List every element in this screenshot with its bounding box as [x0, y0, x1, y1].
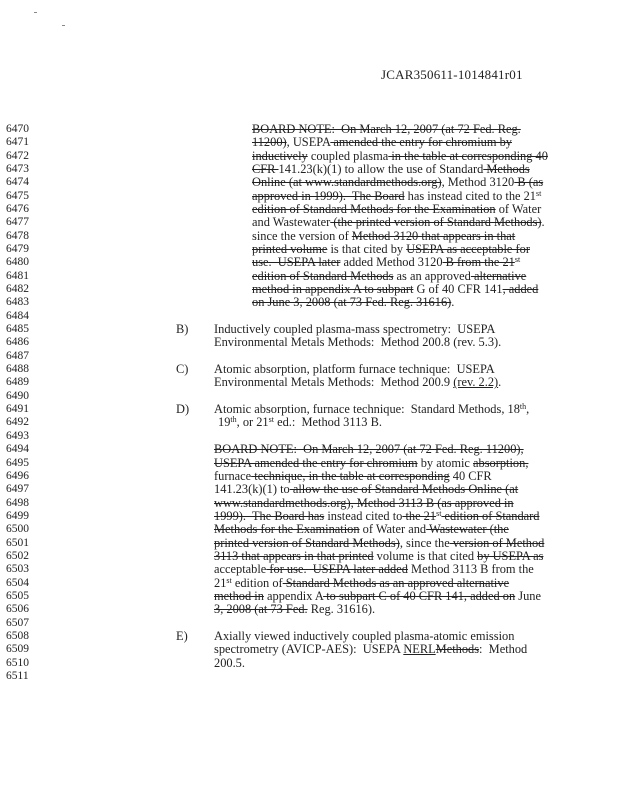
text-segment: : Method	[479, 642, 528, 657]
list-item-label: B)	[176, 322, 189, 337]
scan-mark	[34, 12, 37, 13]
text-segment: acceptable	[214, 562, 267, 577]
text-line	[214, 483, 518, 496]
text-segment: 21	[214, 575, 227, 590]
struck-text: Methods	[483, 162, 530, 177]
text-segment: as an approved	[393, 268, 471, 283]
text-segment: Method 3113 B from the	[407, 562, 534, 577]
line-number: 6488	[6, 363, 29, 376]
text-line	[252, 190, 541, 203]
superscript: st	[514, 255, 521, 265]
text-line	[252, 163, 530, 176]
struck-text: approved in 1999). The Board	[252, 188, 405, 203]
text-line	[214, 657, 245, 670]
text-segment: since	[252, 228, 278, 243]
line-number: 6499	[6, 509, 29, 522]
text-line	[252, 296, 454, 309]
text-line	[252, 230, 515, 243]
line-number: 6487	[6, 349, 29, 362]
text-segment: coupled plasma	[307, 148, 389, 163]
text-segment: , Method 3120	[441, 175, 515, 190]
document-id-header: JCAR350611-1014841r01	[381, 67, 523, 82]
line-number: 6497	[6, 483, 29, 496]
struck-text: alternative	[470, 268, 527, 283]
line-number: 6485	[6, 323, 29, 336]
text-segment: furnace	[214, 468, 252, 483]
text-line	[214, 443, 524, 456]
line-number: 6473	[6, 163, 29, 176]
struck-text: 3, 2008 (at 73 Fed.	[214, 602, 308, 617]
inserted-text: NERL	[403, 642, 436, 657]
struck-text: edition of Standard Methods	[252, 268, 394, 283]
line-number: 6509	[6, 643, 29, 656]
text-line	[214, 603, 375, 616]
text-line	[214, 336, 501, 349]
text-line	[252, 150, 548, 163]
line-number: 6506	[6, 603, 29, 616]
superscript: th	[519, 402, 527, 412]
struck-text: Methods for the Examination	[214, 522, 360, 537]
text-line	[252, 283, 538, 296]
struck-text: edition of Standard Methods for the Examination	[252, 202, 496, 217]
struck-text: www.standardmethods.org), Method 3113 B (as approved in	[214, 495, 514, 510]
line-number: 6495	[6, 456, 29, 469]
text-segment: 40 CFR	[449, 468, 492, 483]
line-number: 6492	[6, 416, 29, 429]
text-line	[214, 563, 534, 576]
struck-text: version of Method	[449, 535, 545, 550]
scan-mark	[62, 25, 65, 26]
struck-text: on June 3, 2008 (at 73 Fed. Reg. 31616)	[252, 295, 452, 310]
text-segment: , USEPA	[286, 135, 331, 150]
text-segment: 141.23(k)(1) to	[214, 482, 290, 497]
struck-text: 11200)	[252, 135, 287, 150]
text-segment: ed.: Method 3113 B.	[273, 415, 382, 430]
text-segment: Environmental Metals Methods: Method 200.9	[214, 375, 454, 390]
line-number: 6489	[6, 376, 29, 389]
line-number: 6508	[6, 629, 29, 642]
text-segment: , or 21	[236, 415, 269, 430]
struck-text: BOARD NOTE: On March 12, 2007 (at 72 Fed. Reg. 11200),	[214, 442, 524, 457]
text-segment: instead cited to	[324, 508, 403, 523]
line-number: 6494	[6, 443, 29, 456]
text-line	[214, 523, 509, 536]
line-number: 6476	[6, 203, 29, 216]
line-number: 6482	[6, 283, 29, 296]
line-number: 6483	[6, 296, 29, 309]
line-number: 6490	[6, 389, 29, 402]
struck-text: inductively	[252, 148, 308, 163]
line-number: 6491	[6, 403, 29, 416]
text-line	[214, 323, 495, 336]
line-number: 6493	[6, 429, 29, 442]
line-number: 6478	[6, 229, 29, 242]
text-line	[214, 403, 529, 416]
struck-text: Standard Methods as an approved alternative	[282, 575, 510, 590]
struck-text: allow the use of Standard Methods Online (at	[289, 482, 519, 497]
text-line	[214, 510, 540, 523]
struck-text: Method 3120 that appears in that	[351, 228, 516, 243]
text-segment: of Water and	[359, 522, 427, 537]
text-segment: 141.23(k)(1) to allow the use of Standard	[278, 162, 484, 177]
text-segment: .	[451, 295, 455, 310]
text-segment: has instead cited to the 21	[404, 188, 537, 203]
text-segment: 200.5.	[214, 655, 245, 670]
text-line	[214, 363, 495, 376]
superscript: th	[230, 415, 237, 425]
struck-text: Wastewater (the	[426, 522, 509, 537]
struck-text: printed version of Standard Methods)	[214, 535, 400, 550]
superscript: st	[536, 188, 542, 198]
text-line	[214, 630, 514, 643]
line-number: 6471	[6, 136, 29, 149]
struck-text: method in appendix A to subpart	[252, 282, 414, 297]
line-number: 6472	[6, 149, 29, 162]
text-segment: Atomic absorption, platform furnace technique: USEPA	[214, 362, 495, 377]
text-line	[214, 470, 492, 483]
text-line	[252, 270, 526, 283]
struck-text: USEPA as acceptable for	[406, 242, 530, 257]
text-segment: .	[498, 375, 502, 390]
struck-text: Online (at www.standardmethods.org)	[252, 175, 442, 190]
text-segment: edition of	[231, 575, 283, 590]
struck-text: Methods	[435, 642, 480, 657]
list-item-label: E)	[176, 628, 188, 643]
text-line	[214, 457, 528, 470]
line-number: 6480	[6, 256, 29, 269]
text-segment: Atomic absorption, furnace technique: Standard Methods, 18	[214, 402, 520, 417]
text-line	[252, 216, 545, 229]
line-number: 6481	[6, 269, 29, 282]
text-segment: Method 200.8 (rev. 5.3).	[374, 335, 502, 350]
text-segment: added Method 3120	[340, 255, 443, 270]
struck-text: edition of Standard	[441, 508, 540, 523]
struck-text: CFR	[252, 162, 279, 177]
text-line	[214, 577, 509, 590]
text-segment: and Wastewater	[252, 215, 331, 230]
text-segment: 19	[218, 415, 231, 430]
text-segment: :	[370, 335, 375, 350]
line-number: 6496	[6, 469, 29, 482]
list-item-label: D)	[176, 402, 190, 417]
line-number: 6503	[6, 563, 29, 576]
superscript: st	[268, 415, 274, 425]
text-segment: appendix A	[263, 588, 324, 603]
line-number: 6504	[6, 576, 29, 589]
line-number: 6501	[6, 536, 29, 549]
line-number: 6507	[6, 616, 29, 629]
superscript: st	[436, 508, 442, 518]
text-segment: ,	[526, 402, 530, 417]
struck-text: printed volume	[252, 242, 328, 257]
struck-text: (the printed version of Standard Methods)	[330, 215, 542, 230]
text-segment: Axially viewed inductively coupled plasma-atomic emission	[214, 628, 515, 643]
text-segment: volume is that cited	[373, 548, 478, 563]
line-number: 6510	[6, 656, 29, 669]
struck-text: 1999). The Board has	[214, 508, 325, 523]
struck-text: use. USEPA later	[252, 255, 341, 270]
inserted-text: (rev. 2.2)	[453, 375, 499, 390]
struck-text: USEPA amended the entry for chromium	[214, 455, 418, 470]
struck-text: 3113 that appears in that printed	[214, 548, 374, 563]
superscript: st	[226, 575, 232, 585]
struck-text: for use. USEPA later added	[266, 562, 408, 577]
line-number: 6474	[6, 176, 29, 189]
text-line	[252, 203, 541, 216]
line-number: 6477	[6, 216, 29, 229]
struck-text: the 21	[402, 508, 437, 523]
text-segment: by atomic	[417, 455, 474, 470]
text-line	[218, 416, 382, 429]
line-number: 6479	[6, 243, 29, 256]
text-line	[214, 497, 514, 510]
struck-text: to subpart C of 40 CFR 141, added on	[323, 588, 516, 603]
struck-text: B (as	[514, 175, 544, 190]
struck-text: amended the entry for chromium by	[330, 135, 512, 150]
line-number: 6511	[6, 669, 29, 682]
struck-text: BOARD NOTE: On March 12, 2007 (at 72 Fed. Reg.	[252, 122, 521, 136]
line-number: 6486	[6, 336, 29, 349]
struck-text: absorption,	[473, 455, 529, 470]
text-line	[214, 643, 527, 656]
text-segment: spectrometry (AVICP-AES): USEPA	[214, 642, 404, 657]
text-line	[214, 376, 501, 389]
line-number: 6505	[6, 589, 29, 602]
text-line	[252, 243, 530, 256]
text-line	[252, 176, 543, 189]
line-number: 6498	[6, 496, 29, 509]
text-segment: June	[515, 588, 541, 603]
line-number: 6484	[6, 309, 29, 322]
text-segment: the version of	[277, 228, 352, 243]
line-number: 6500	[6, 523, 29, 536]
text-segment: is that cited by	[327, 242, 407, 257]
text-segment: , since the	[399, 535, 450, 550]
text-line	[252, 136, 512, 149]
line-number: 6475	[6, 189, 29, 202]
text-line	[252, 123, 521, 136]
struck-text: B from the 21	[442, 255, 515, 270]
struck-text: by USEPA as	[477, 548, 544, 563]
line-number: 6470	[6, 123, 29, 135]
text-segment: G of 40 CFR 141	[413, 282, 503, 297]
text-segment: Inductively coupled plasma-mass spectrometry: USEPA	[214, 322, 496, 337]
list-item-label: C)	[176, 362, 189, 377]
text-line	[252, 256, 520, 269]
struck-text: technique, in the table at corresponding	[251, 468, 450, 483]
line-number: 6502	[6, 549, 29, 562]
text-segment: Reg. 31616).	[307, 602, 376, 617]
struck-text: in the table at corresponding 40	[388, 148, 548, 163]
text-line	[214, 590, 541, 603]
text-segment: .	[541, 215, 545, 230]
text-line	[214, 550, 543, 563]
text-segment: of Water	[495, 202, 542, 217]
text-line	[214, 537, 544, 550]
struck-text: method in	[214, 588, 264, 603]
struck-text: , added	[502, 282, 539, 297]
text-segment: Environmental Metals Methods	[214, 335, 371, 350]
